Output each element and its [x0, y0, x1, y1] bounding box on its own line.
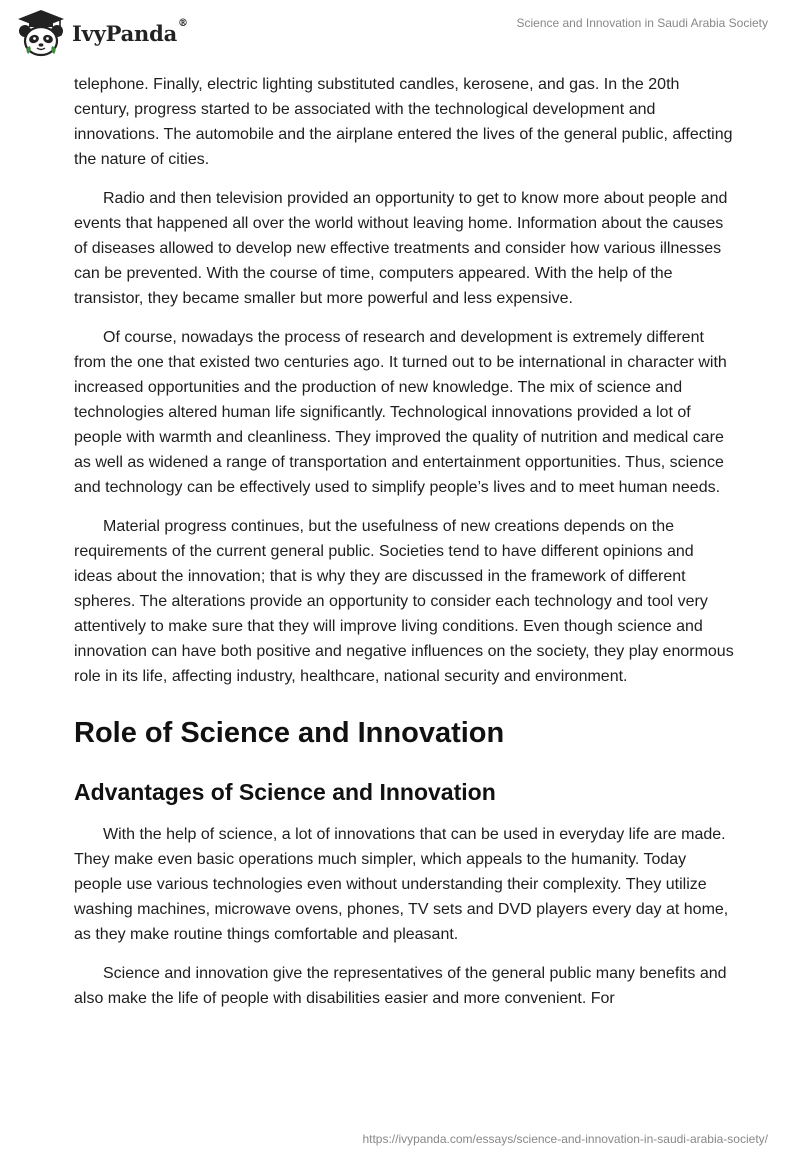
registered-mark: ® — [178, 17, 188, 29]
source-url-link[interactable]: https://ivypanda.com/essays/science-and-innovation-in-saudi-arabia-society/ — [362, 1132, 768, 1146]
ivypanda-logo[interactable] — [14, 8, 188, 58]
paragraph-radio-television: Radio and then television provided an opportunity to get to know more about people and events that happened all over the world without leaving home. Information about the causes of diseases allowed to develop new effective treatments and consider how various illnesses can be prevented. With the course of time, computers appeared. With the help of the transistor, they became smaller but more powerful and less expensive. — [74, 190, 728, 307]
document-title: Science and Innovation in Saudi Arabia Society — [516, 16, 768, 30]
paragraph-everyday-innovations: With the help of science, a lot of innovations that can be used in everyday life are made. They make even basic operations much simpler, which appeals to the humanity. Today people use various technologies even without understanding their complexity. They utilize washing machines, microwave ovens, phones, TV sets and DVD players every day at home, as they make routine things comfortable and pleasant. — [74, 826, 729, 943]
paragraph-material-progress: Material progress continues, but the usefulness of new creations depends on the requirements of the current general public. Societies tend to have different opinions and ideas about the innovation; that is why they are discussed in the framework of different spheres. The alterations provide an opportunity to consider each technology and tool very attentively to make sure that they will improve living conditions. Even though science and innovation can have both positive and negative influences on the society, they play enormous role in its life, affecting industry, healthcare, national security and environment. — [74, 518, 734, 685]
paragraph-research-development: Of course, nowadays the process of research and development is extremely different from the one that existed two centuries ago. It turned out to be international in character with increased opportunities and the production of new knowledge. The mix of science and technologies altered human life significantly. Technological innovations provided a lot of people with warmth and cleanliness. They improved the quality of nutrition and medical care as well as widened a range of transportation and entertainment opportunities. Thus, science and technology can be effectively used to simplify people’s lives and to meet human needs. — [74, 329, 727, 496]
page-header — [0, 0, 800, 64]
essay-content — [74, 72, 734, 1025]
section-heading-role: Role of Science and Innovation — [74, 717, 505, 749]
paragraph-benefits: Science and innovation give the representatives of the general public many benefits and also make the life of people with disabilities easier and more convenient. For — [74, 965, 727, 1007]
logo-text: IvyPanda® — [72, 17, 188, 46]
paragraph-continued: telephone. Finally, electric lighting substituted candles, kerosene, and gas. In the 20th century, progress started to be associated with the technological development and innovations. The automobile and the airplane entered the lives of the general public, affecting the nature of cities. — [74, 76, 733, 168]
panda-graduate-icon — [14, 8, 68, 58]
subsection-heading-advantages: Advantages of Science and Innovation — [74, 779, 496, 805]
